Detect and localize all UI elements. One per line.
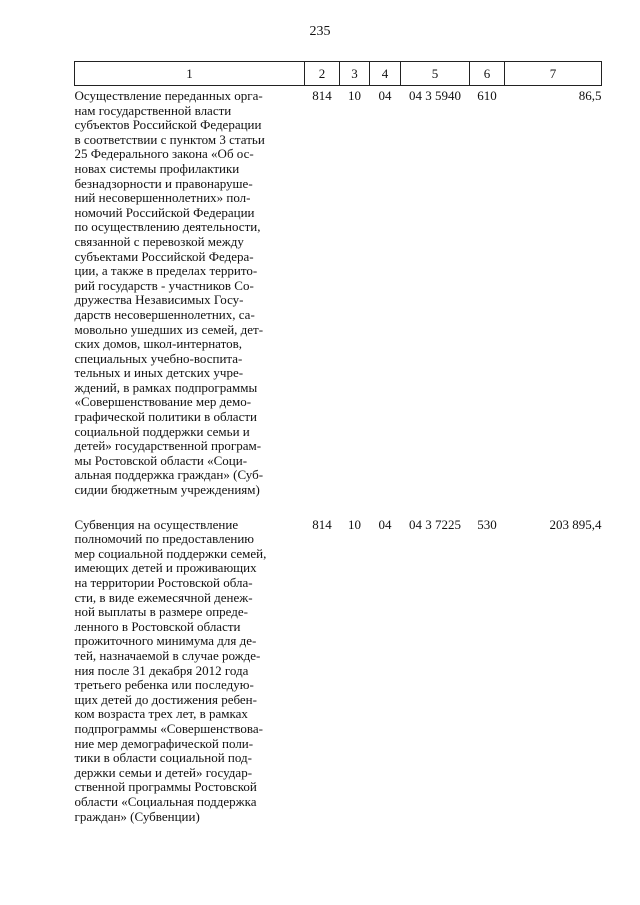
column-header-5: 5 (401, 62, 470, 86)
column-header-4: 4 (370, 62, 401, 86)
column-header-2: 2 (305, 62, 340, 86)
expense-type-code: 610 (477, 88, 497, 103)
subsection-code: 04 (378, 516, 392, 532)
column-header-6: 6 (470, 62, 505, 86)
expense-type-code: 530 (477, 516, 497, 532)
target-article-code: 04 3 5940 (409, 88, 461, 103)
table-row (75, 86, 602, 515)
page-number: 235 (309, 24, 331, 39)
ministry-code: 814 (312, 516, 332, 532)
column-header-7: 7 (505, 62, 602, 86)
amount-value: 86,5 (578, 88, 602, 103)
section-code: 10 (348, 516, 361, 532)
table-header-row (75, 62, 602, 86)
row-description: Осуществление переданных орга- нам государственной власти субъектов Российской Федерации в соответствии с пунктом 3 статьи 25 Федерального закона «Об ос- новах системы профилактики безнадзорности и правонаруше- ний несовершеннолетних» пол- номочий Российской Федерации по осуществлению деятельности, связанной с перевозкой между субъектами Российской Федера- ции, а также в пределах террито- рий государств - участников Со- дружества Независимых Госу- дарств несовершеннолетних, са- мовольно ушедших из семей, дет- ских домов, школ-интернатов, специальных учебно-воспита- тельных и иных детских учре- ждений, в рамках подпрограммы «Совершенствование мер демо- графической политики в области социальной поддержки семьи и детей» государственной програм- мы Ростовской области «Соци- альная поддержка граждан» (Суб- сидии бюджетным учреждениям) (74, 88, 265, 498)
section-code: 10 (348, 88, 361, 103)
budget-table (74, 61, 602, 824)
column-header-3: 3 (340, 62, 370, 86)
table-row (75, 515, 602, 824)
row-description: Субвенция на осуществление полномочий по предоставлению мер социальной поддержки семей, имеющих детей и проживающих на территории Ростовской обла- сти, в виде ежемесячной денеж- ной выплаты в размере опреде- ленного в Ростовской области прожиточного минимума для де- тей, назначаемой в случае рожде- ния после 31 декабря 2012 года третьего ребенка или последую- щих детей до достижения ребен- ком возраста трех лет, в рамках подпрограммы «Совершенствова- ние мер демографической поли- тики в области социальной под- держки семьи и детей» государ- ственной программы Ростовской области «Социальная поддержка граждан» (Субвенции) (74, 516, 267, 824)
amount-value: 203 895,4 (549, 516, 602, 532)
ministry-code: 814 (312, 88, 332, 103)
target-article-code: 04 3 7225 (409, 516, 461, 532)
subsection-code: 04 (378, 88, 392, 103)
column-header-1: 1 (75, 62, 305, 86)
